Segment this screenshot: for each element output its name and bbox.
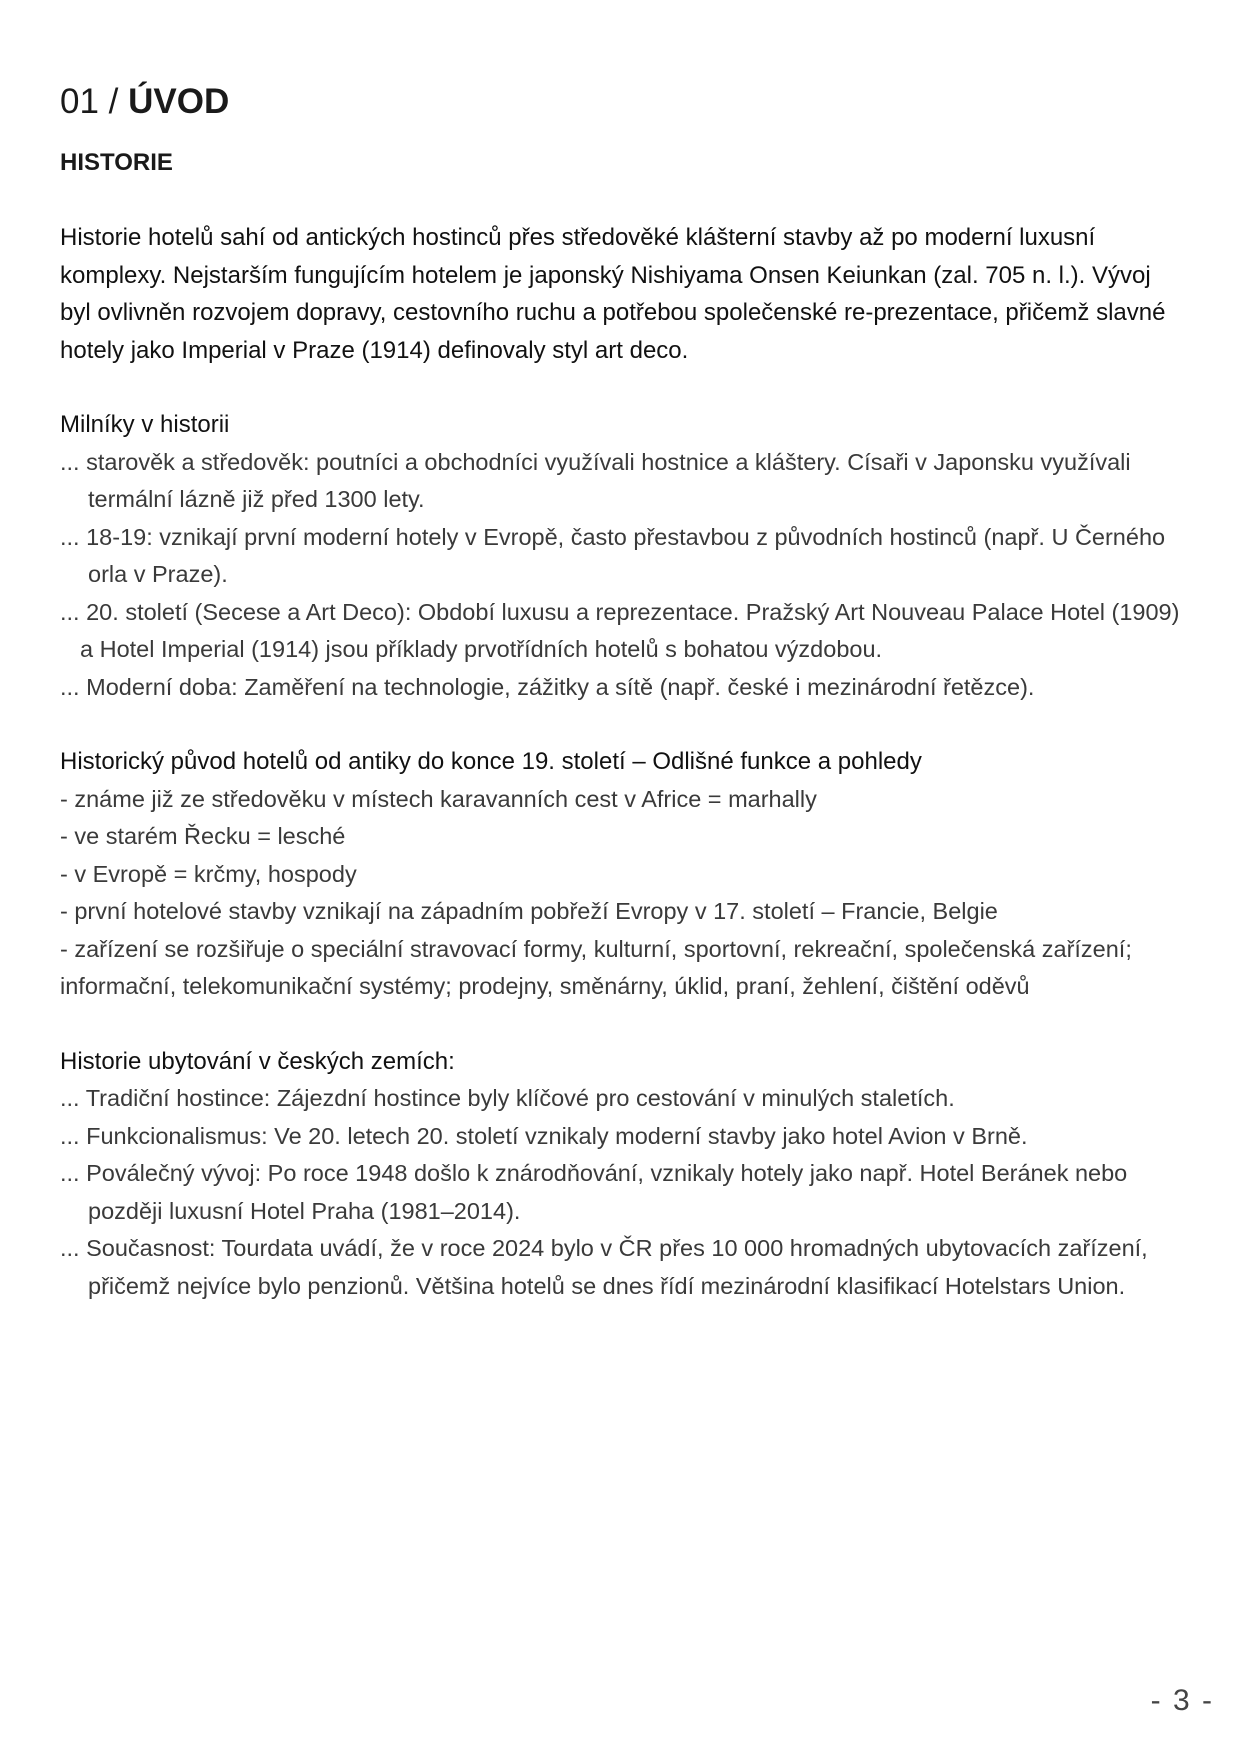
page-content [60, 78, 1185, 1305]
milestones-block [60, 406, 1185, 706]
origin-block [60, 743, 1185, 1006]
list-item: ... Moderní doba: Zaměření na technologie, zážitky a sítě (např. české i mezinárodní řetězce). [60, 673, 1035, 700]
page-number: - 3 - [1150, 1684, 1214, 1717]
list-item: ... Současnost: Tourdata uvádí, že v roce 2024 bylo v ČR přes 10 000 hromadných ubytovacích zařízení, přičemž nejvíce bylo penzionů. Většina hotelů se dnes řídí mezinárodní klasifikací Hotelstars Union. [60, 1235, 1148, 1299]
chapter-number: 01 / [60, 82, 129, 121]
list-item: - zařízení se rozšiřuje o speciální stravovací formy, kulturní, sportovní, rekreační, společenská zařízení; informační, telekomunikační systémy; prodejny, směnárny, úklid, praní, žehlení, čištění oděvů [60, 935, 1132, 999]
milestones-list [60, 444, 1185, 707]
list-item: ... Funkcionalismus: Ve 20. letech 20. století vznikaly moderní stavby jako hotel Avion v Brně. [60, 1122, 1028, 1149]
origin-list [60, 781, 1185, 1006]
section-title: HISTORIE [60, 149, 173, 176]
list-item: ... Poválečný vývoj: Po roce 1948 došlo k znárodňování, vznikaly hotely jako např. Hotel Beránek nebo později luxusní Hotel Praha (1981–2014). [60, 1160, 1128, 1224]
list-item: ... starověk a středověk: poutníci a obchodníci využívali hostnice a kláštery. Císaři v Japonsku využívali termální lázně již před 1300 lety. [60, 448, 1131, 512]
list-item: ... 20. století (Secese a Art Deco): Období luxusu a reprezentace. Pražský Art Nouveau Palace Hotel (1909) a Hotel Imperial (1914) jsou příklady prvotřídních hotelů s bohatou výzdobou. [60, 598, 1180, 662]
czech-title: Historie ubytování v českých zemích: [60, 1047, 455, 1075]
chapter-heading [60, 78, 1185, 126]
list-item: ... 18-19: vznikají první moderní hotely v Evropě, často přestavbou z původních hostinců (např. U Černého orla v Praze). [60, 523, 1166, 587]
list-item: - první hotelové stavby vznikají na západním pobřeží Evropy v 17. století – Francie, Belgie [60, 898, 998, 924]
list-item: - ve starém Řecku = lesché [60, 823, 346, 849]
milestones-title: Milníky v historii [60, 411, 230, 438]
list-item: - v Evropě = krčmy, hospody [60, 860, 357, 887]
czech-list [60, 1080, 1185, 1305]
intro-paragraph: Historie hotelů sahí od antických hostinců přes středověké klášterní stavby až po moderní luxusní komplexy. Nejstarším fungujícím hotelem je japonský Nishiyama Onsen Keiunkan (zal. 705 n. l.). Vývoj byl ovlivněn rozvojem dopravy, cestovního ruchu a potřebou společenské re-prezentace, přičemž slavné hotely jako Imperial v Praze (1914) definovaly styl art deco. [60, 224, 1166, 364]
list-item: - známe již ze středověku v místech karavanních cest v Africe = marhally [60, 785, 817, 812]
list-item: ... Tradiční hostince: Zájezdní hostince byly klíčové pro cestování v minulých staletích. [60, 1085, 955, 1111]
czech-block [60, 1043, 1185, 1306]
origin-title: Historický původ hotelů od antiky do konce 19. století – Odlišné funkce a pohledy [60, 748, 922, 775]
chapter-title: ÚVOD [128, 82, 230, 121]
